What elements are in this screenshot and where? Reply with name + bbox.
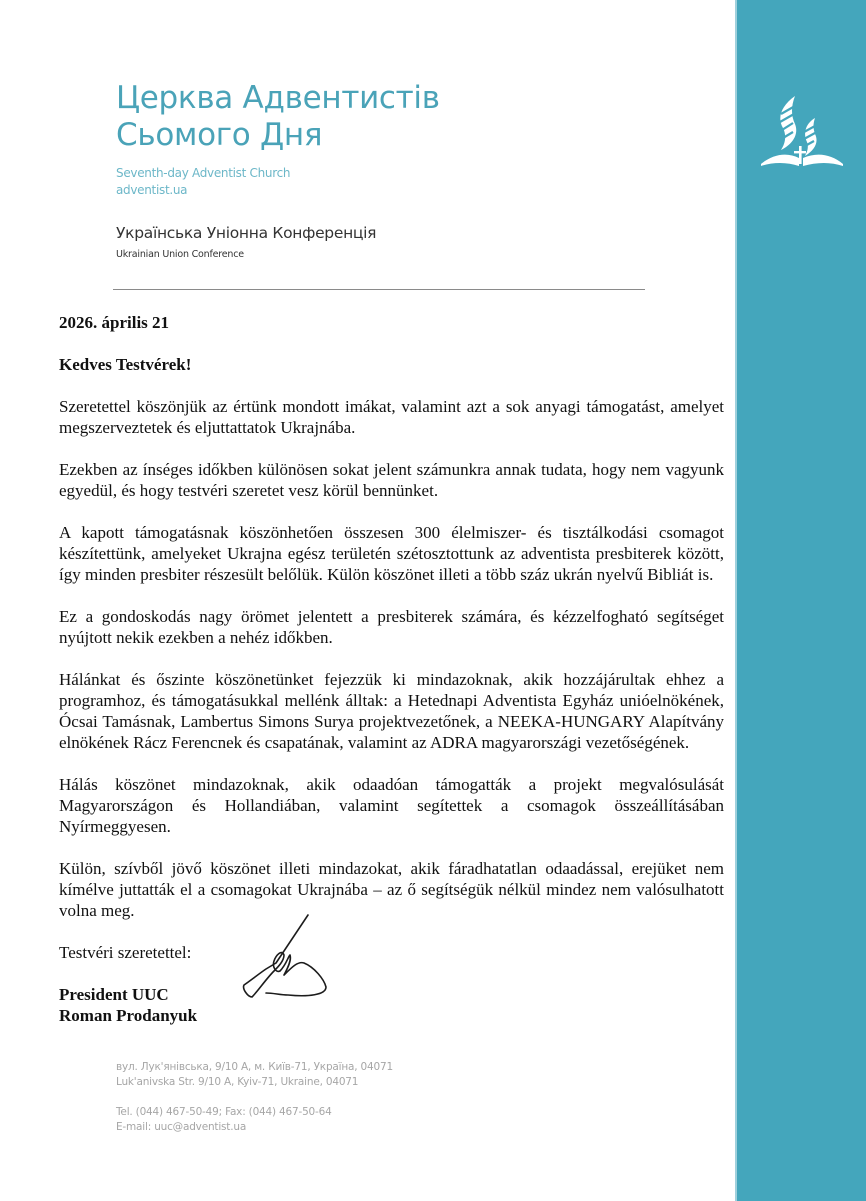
handwritten-signature: [236, 913, 336, 1003]
conference-name-en: Ukrainian Union Conference: [116, 249, 244, 260]
letter-paragraph: Hálánkat és őszinte köszönetünket fejezzük ki mindazoknak, akik hozzájárultak ehhez a programhoz, és támogatásukkal mellénk álltak: a Hetednapi Adventista Egyház unióelnökének, Ócsai Tamásnak, Lambertus Simons Surya projektvezetőnek, a NEEKA-HUNGARY Alapítvány elnökének Rácz Ferencnek és csapatának, valamint az ADRA magyarországi vezetőségének.: [59, 670, 724, 752]
church-website: adventist.ua: [116, 183, 188, 197]
letter-body: [59, 312, 724, 1026]
signer-title: President UUC: [59, 985, 169, 1004]
church-name: [116, 80, 440, 154]
letterhead-divider: [113, 289, 645, 290]
email: E-mail: uuc@adventist.ua: [116, 1121, 247, 1133]
adventist-flame-bible-icon: [759, 92, 845, 172]
address-ua: вул. Лук'янівська, 9/10 А, м. Київ-71, Україна, 04071: [116, 1061, 393, 1073]
letter-paragraph: Külön, szívből jövő köszönet illeti mindazokat, akik fáradhatatlan odaadással, erejüket nem kímélve juttatták el a csomagokat Ukrajnába – az ő segítségük nélkül mindez nem valósulhatott volna meg.: [59, 859, 724, 920]
church-name-line1: Церква Адвентистів: [116, 80, 440, 116]
letter-closing: Testvéri szeretettel:: [59, 943, 192, 962]
church-subtitle: Seventh-day Adventist Church: [116, 166, 291, 180]
conference-name-ua: Українська Уніонна Конференція: [116, 224, 377, 242]
letter-paragraph: Ezekben az ínséges időkben különösen sokat jelent számunkra annak tudata, hogy nem vagyunk egyedül, és hogy testvéri szeretet vesz körül bennünket.: [59, 460, 724, 500]
phone-fax: Tel. (044) 467-50-49; Fax: (044) 467-50-64: [116, 1106, 332, 1118]
church-subtitle-block: [116, 165, 290, 199]
letter-paragraph: Hálás köszönet mindazoknak, akik odaadóan támogatták a projekt megvalósulását Magyarországon és Hollandiában, valamint segítettek a csomagok összeállításában Nyírmeggyesen.: [59, 775, 724, 836]
letter-paragraph: A kapott támogatásnak köszönhetően összesen 300 élelmiszer- és tisztálkodási csomagot készítettünk, amelyeket Ukrajna egész területén szétosztottunk az adventista presbiterek között, így minden presbiter részesült belőlük. Külön köszönet illeti a több száz ukrán nyelvű Bibliát is.: [59, 523, 724, 584]
letter-paragraph: Ez a gondoskodás nagy örömet jelentett a presbiterek számára, és kézzelfogható segítséget nyújtott nekik ezekben a nehéz időkben.: [59, 607, 724, 647]
letterhead-sidebar: [735, 0, 866, 1201]
church-name-line2: Сьомого Дня: [116, 117, 323, 153]
letter-greeting: Kedves Testvérek!: [59, 355, 192, 374]
letterhead-footer: [116, 1060, 393, 1135]
signer-name: Roman Prodanyuk: [59, 1006, 198, 1025]
letter-paragraph: Szeretettel köszönjük az értünk mondott imákat, valamint azt a sok anyagi támogatást, amelyet megszerveztetek és eljuttattatok Ukrajnába.: [59, 397, 724, 437]
letter-date: 2026. április 21: [59, 313, 170, 332]
address-en: Luk'anivska Str. 9/10 A, Kyiv-71, Ukraine, 04071: [116, 1076, 359, 1088]
